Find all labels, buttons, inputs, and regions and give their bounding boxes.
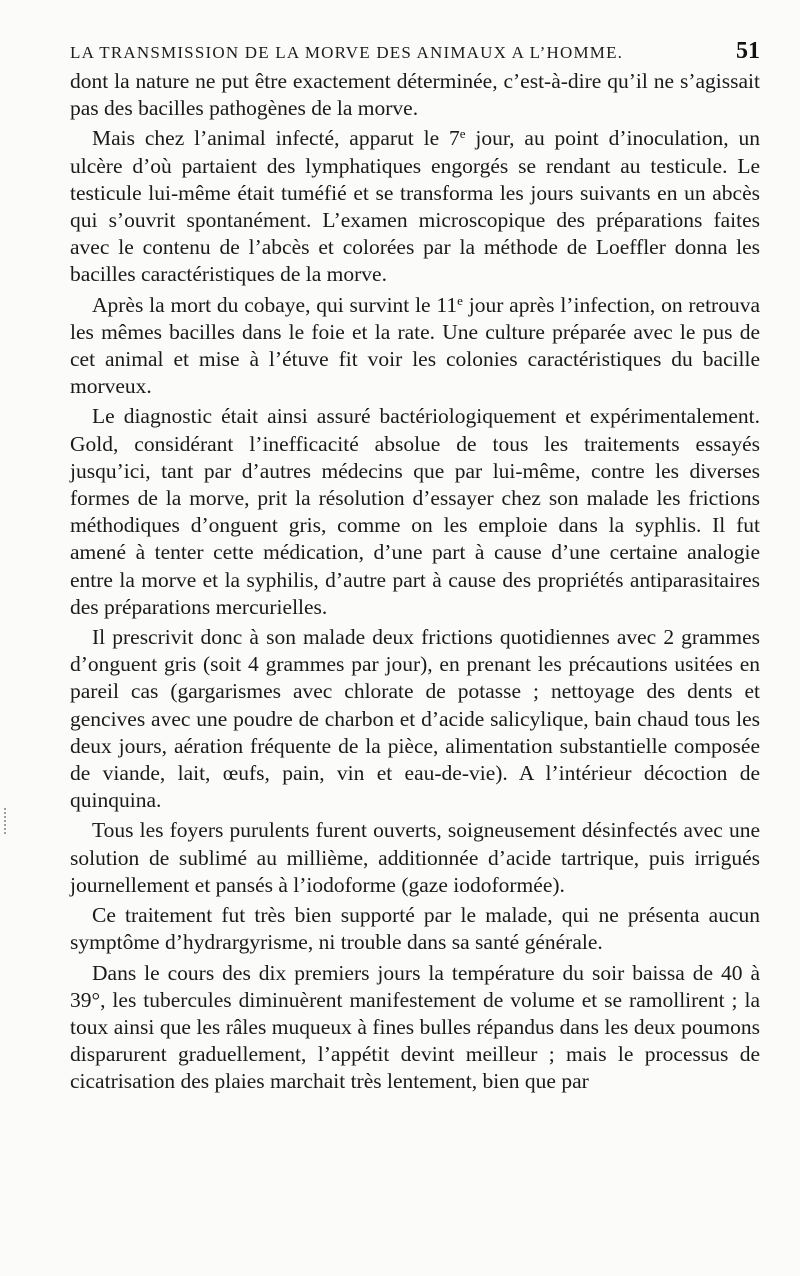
paragraph-text: Dans le cours des dix premiers jours la température du soir baissa de 40 à 39°, les tubercules diminuèrent manifestement de volume et se ramollirent ; la toux ainsi que les râles muqueux à fines bulles répandus dans les deux poumons disparurent graduellement, l’appétit devint meilleur ; mais le processus de cicatrisation des plaies marchait très lentement, bien que par xyxy=(70,960,760,1094)
paragraph-text-b: jour après l’infection, on retrouva les mêmes bacilles dans le foie et la rate. Une culture préparée avec le pus de cet animal et mise à l’étuve fit voir les colonies caractéristiques du bacille morveux. xyxy=(70,292,761,399)
paragraph-cours xyxy=(70,960,760,1096)
margin-mark xyxy=(4,808,14,834)
paragraph-text-a: Après la mort du cobaye, qui survint le 11 xyxy=(92,292,458,317)
paragraph-text-a: Mais chez l’animal infecté, apparut le 7 xyxy=(92,126,460,151)
ordinal-superscript: e xyxy=(457,292,463,308)
ordinal-superscript: e xyxy=(459,126,466,142)
paragraph-frictions xyxy=(70,624,760,814)
body-text xyxy=(70,68,760,1096)
paragraph-text: Tous les foyers purulents furent ouverts, soigneusement désinfectés avec une solution de sublimé au millième, additionnée d’acide tartrique, puis irrigués journellement et pansés à l’iodoforme (gaze iodoformée). xyxy=(70,818,760,897)
paragraph-text: Ce traitement fut très bien supporté par le malade, qui ne présenta aucun symptôme d’hydrargyrisme, ni trouble dans sa santé générale. xyxy=(70,903,760,955)
paragraph-foyers xyxy=(70,817,760,899)
paragraph-text-b: jour, au point d’inoculation, un ulcère d’où partaient des lymphatiques engorgés se rendant au testicule. Le testicule lui-même était tuméfié et se transforma les jours suivants en un abcès qui s’ouvrit spontanément. L’examen microscopique des préparations faites avec le contenu de l’abcès et colorées par la méthode de Loeffler donna les bacilles caractéristiques de la morve. xyxy=(70,126,760,287)
page-number: 51 xyxy=(736,38,760,64)
paragraph-inoculation xyxy=(70,125,760,288)
paragraph-diagnostic xyxy=(70,403,760,621)
paragraph-cobaye xyxy=(70,292,760,401)
paragraph-text: Il prescrivit donc à son malade deux frictions quotidiennes avec 2 grammes d’onguent gris (soit 4 grammes par jour), en prenant les précautions usitées en pareil cas (gargarismes avec chlorate de potasse ; nettoyage des dents et gencives avec une poudre de charbon et d’acide salicylique, bain chaud tous les deux jours, aération fréquente de la pièce, alimentation substantielle composée de viande, lait, œufs, pain, vin et eau-de-vie). A l’intérieur décoction de quinquina. xyxy=(70,625,760,813)
paragraph-text: dont la nature ne put être exactement déterminée, c’est-à-dire qu’il ne s’agissait pas des bacilles pathogènes de la morve. xyxy=(70,69,760,121)
paragraph-text: Le diagnostic était ainsi assuré bactériologiquement et expérimentalement. Gold, considérant l’inefficacité absolue de tous les traitements essayés jusqu’ici, tant par d’autres médecins que par lui-même, contre les diverses formes de la morve, prit la résolution d’essayer chez son malade les frictions méthodiques d’onguent gris, comme on les emploie dans la syphlis. Il fut amené à tenter cette médication, d’une part à cause d’une certaine analogie entre la morve et la syphilis, d’autre part à cause des propriétés antiparasitaires des préparations mercurielles. xyxy=(70,404,760,619)
paragraph-continued xyxy=(70,68,760,122)
running-title: LA TRANSMISSION DE LA MORVE DES ANIMAUX A L’HOMME. xyxy=(70,43,624,62)
page-header xyxy=(70,38,760,66)
paragraph-traitement xyxy=(70,902,760,956)
